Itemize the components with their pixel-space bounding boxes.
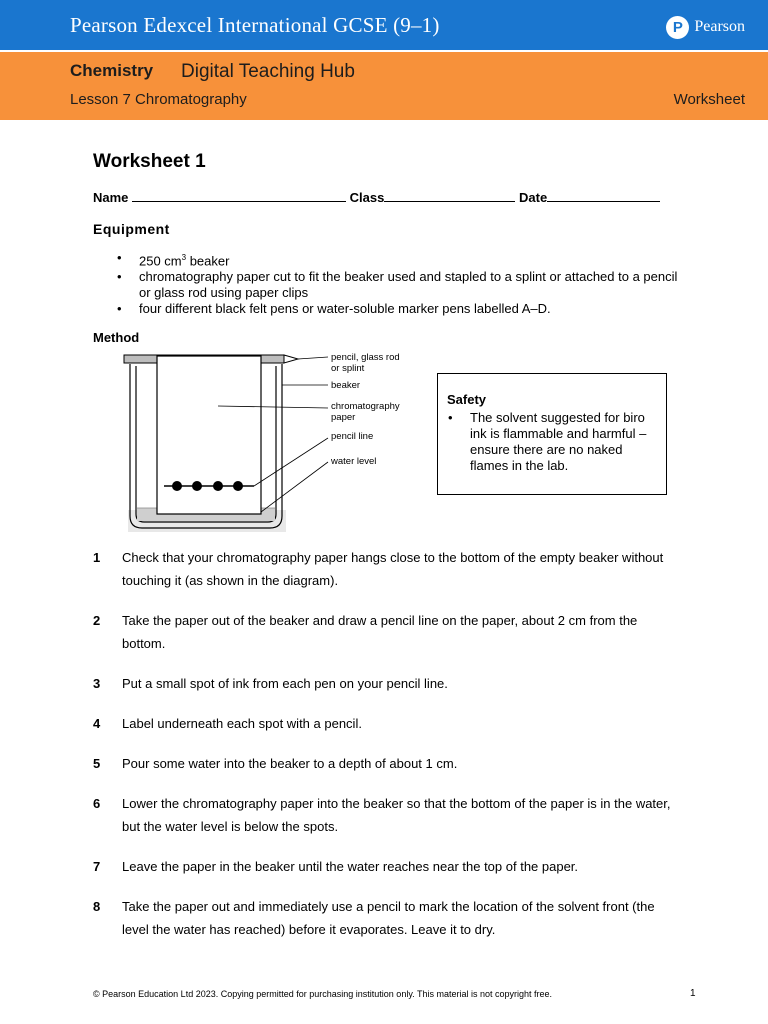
header-bar xyxy=(0,0,768,50)
method-steps xyxy=(93,546,673,958)
pearson-logo-icon xyxy=(666,16,689,39)
step-item: 4 Label underneath each spot with a pencil. xyxy=(93,716,362,731)
safety-box xyxy=(437,373,667,495)
step-item: 1 Check that your chromatography paper hangs close to the bottom of the empty beaker without touching it (as shown in the diagram). xyxy=(93,550,664,588)
copyright-notice: © Pearson Education Ltd 2023. Copying permitted for purchasing institution only. This material is not copyright free. xyxy=(93,989,553,999)
ink-spot xyxy=(233,481,243,491)
bullet-icon: • xyxy=(448,410,453,425)
pearson-logo xyxy=(666,15,745,39)
subject-bar xyxy=(0,52,768,120)
class-field[interactable] xyxy=(384,189,515,202)
date-label: Date xyxy=(519,190,548,205)
lesson-title: Lesson 7 Chromatography xyxy=(70,91,247,108)
label-pencil-line: pencil line xyxy=(331,431,374,442)
leader-line-pencil xyxy=(298,357,328,359)
chromatography-paper xyxy=(157,356,261,514)
pencil-tip xyxy=(284,355,298,363)
equipment-heading: Equipment xyxy=(93,221,170,237)
ink-spot xyxy=(213,481,223,491)
pearson-brand-name: Pearson xyxy=(694,18,745,35)
step-item: 7 Leave the paper in the beaker until the water reaches near the top of the paper. xyxy=(93,859,579,874)
ink-spot xyxy=(172,481,182,491)
safety-text: • The solvent suggested for biro ink is flammable and harmful – ensure there are no naked flames in the lab. xyxy=(448,410,647,473)
ink-spot xyxy=(192,481,202,491)
pearson-logo-letter: P xyxy=(672,18,683,36)
class-label: Class xyxy=(349,190,385,205)
name-label: Name xyxy=(93,190,129,205)
label-water-level: water level xyxy=(331,456,377,467)
leader-line-pencil-line xyxy=(254,438,328,486)
step-item: 2 Take the paper out of the beaker and draw a pencil line on the paper, about 2 cm from the bottom. xyxy=(93,613,638,651)
step-item: 8 Take the paper out and immediately use a pencil to mark the location of the solvent front (the level the water has reached) before it evaporates. Leave it to dry. xyxy=(93,899,655,937)
list-item: • four different black felt pens or water-soluble marker pens labelled A–D. xyxy=(117,301,687,317)
list-item: • 250 $cm^3$ beaker xyxy=(117,250,687,269)
chromatography-diagram xyxy=(120,350,410,532)
student-fields xyxy=(93,189,660,205)
date-field[interactable] xyxy=(547,189,660,202)
step-item: 6 Lower the chromatography paper into the beaker so that the bottom of the paper is in the water, but the water level is below the spots. xyxy=(93,796,671,834)
leader-line-water xyxy=(261,462,328,512)
safety-title: Safety xyxy=(447,392,487,407)
equipment-list xyxy=(117,250,687,317)
subject-title: Chemistry xyxy=(70,61,154,80)
worksheet-title: Worksheet 1 xyxy=(93,151,206,172)
name-field[interactable] xyxy=(132,189,346,202)
label-pencil: pencil, glass rod or splint xyxy=(331,352,400,374)
method-heading: Method xyxy=(93,330,140,345)
page-number: 1 xyxy=(690,988,696,999)
label-paper: chromatography paper xyxy=(331,401,400,423)
step-item: 3 Put a small spot of ink from each pen on your pencil line. xyxy=(93,676,448,691)
qualification-title: Pearson Edexcel International GCSE (9–1) xyxy=(70,13,440,37)
step-item: 5 Pour some water into the beaker to a depth of about 1 cm. xyxy=(93,756,458,771)
hub-title: Digital Teaching Hub xyxy=(181,61,355,82)
document-type: Worksheet xyxy=(673,91,745,108)
label-beaker: beaker xyxy=(331,380,361,391)
list-item: • chromatography paper cut to fit the beaker used and stapled to a splint or attached to a pencil or glass rod using paper clips xyxy=(117,269,687,301)
